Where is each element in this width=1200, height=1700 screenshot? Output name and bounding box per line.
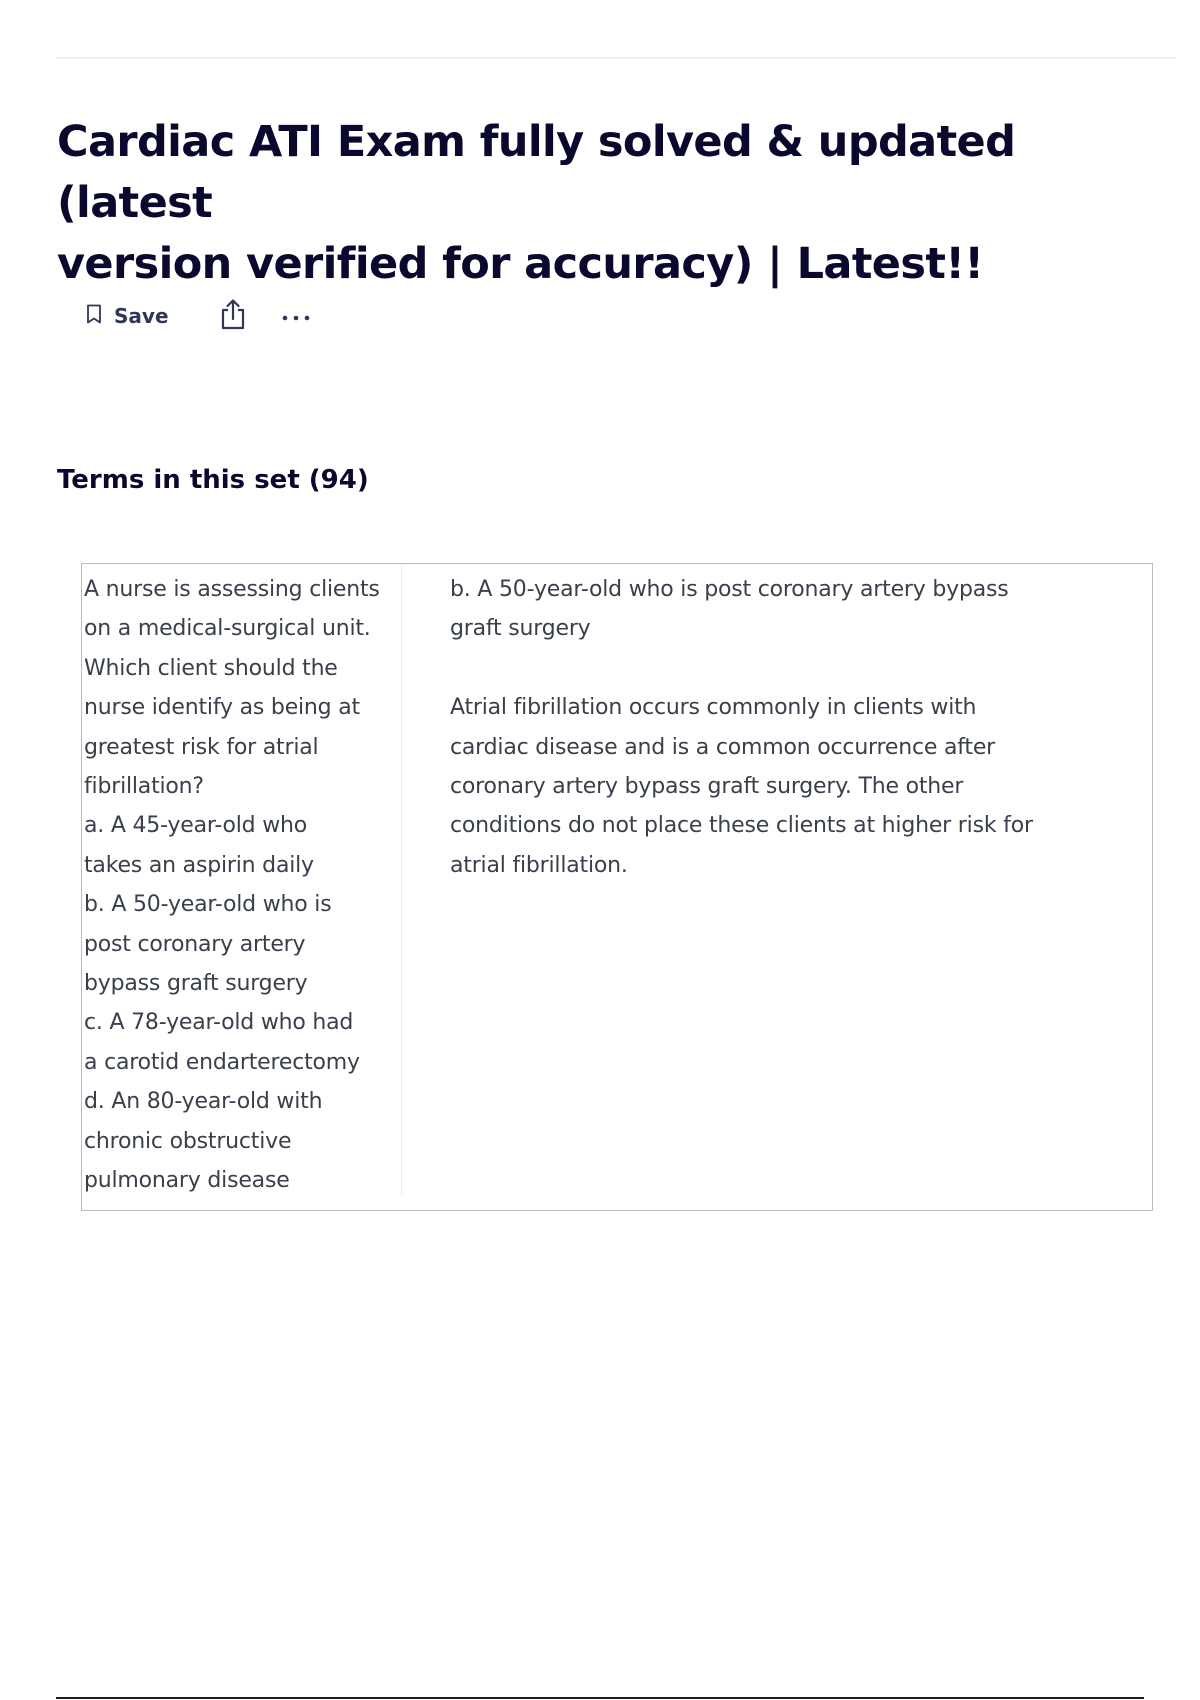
term-side: [82, 564, 402, 1196]
share-icon: [219, 298, 247, 334]
definition-rationale-line: conditions do not place these clients at higher risk for: [450, 813, 1033, 839]
definition-rationale-line: coronary artery bypass graft surgery. The other: [450, 774, 964, 800]
more-options-button[interactable]: [281, 307, 311, 326]
definition-rationale-line: atrial fibrillation.: [450, 852, 628, 878]
term-line: greatest risk for atrial: [84, 734, 319, 760]
bookmark-icon: [86, 304, 102, 328]
definition-answer-line: graft surgery: [450, 616, 591, 642]
flashcard-row: [81, 563, 1153, 1211]
action-bar: [86, 298, 311, 334]
page-title-line: version verified for accuracy) | Latest!!: [57, 239, 984, 289]
term-line: fibrillation?: [84, 774, 204, 800]
top-divider: [56, 57, 1176, 59]
term-line: takes an aspirin daily: [84, 852, 314, 878]
term-line: nurse identify as being at: [84, 695, 360, 721]
term-line: a. A 45-year-old who: [84, 813, 308, 839]
page-title-line: Cardiac ATI Exam fully solved & updated (latest: [57, 117, 1016, 228]
term-line: chronic obstructive: [84, 1128, 292, 1154]
term-line: Which client should the: [84, 655, 338, 681]
definition-rationale-line: cardiac disease and is a common occurrence after: [450, 734, 996, 760]
term-line: pulmonary disease: [84, 1168, 290, 1194]
term-line: bypass graft surgery: [84, 971, 308, 997]
term-line: d. An 80-year-old with: [84, 1089, 323, 1115]
save-button-label: Save: [114, 304, 169, 328]
term-line: a carotid endarterectomy: [84, 1049, 360, 1075]
term-line: on a medical-surgical unit.: [84, 616, 371, 642]
more-options-icon: [281, 307, 311, 326]
definition-answer-line: b. A 50-year-old who is post coronary artery bypass: [450, 577, 1009, 602]
terms-heading: Terms in this set (94): [57, 465, 369, 495]
term-line: post coronary artery: [84, 931, 306, 957]
page-title: [57, 112, 1157, 295]
definition-rationale-line: Atrial fibrillation occurs commonly in clients with: [450, 695, 977, 721]
term-line: A nurse is assessing clients: [84, 577, 380, 602]
term-line: c. A 78-year-old who had: [84, 1010, 354, 1036]
term-line: b. A 50-year-old who is: [84, 892, 332, 918]
save-button[interactable]: [86, 304, 169, 328]
share-button[interactable]: [219, 298, 247, 334]
definition-side: [402, 564, 1152, 1210]
bottom-divider: [56, 1697, 1144, 1699]
paragraph-spacer: [450, 649, 1062, 688]
